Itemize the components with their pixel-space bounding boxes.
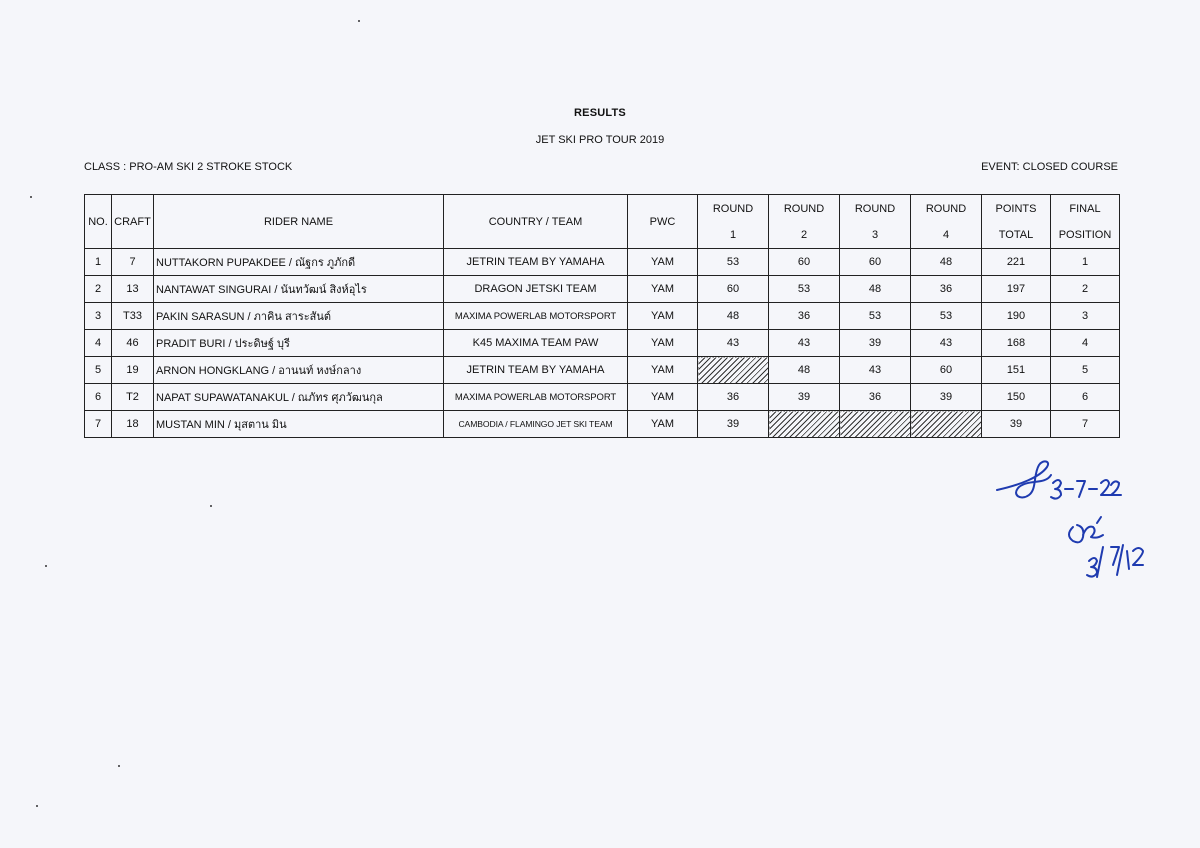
results-table	[84, 194, 1120, 438]
cell-craft: T2	[112, 384, 154, 411]
cell-final-position: 4	[1051, 330, 1120, 357]
cell-round-3: 60	[840, 249, 911, 276]
header-round-2	[769, 195, 840, 249]
cell-team: JETRIN TEAM BY YAMAHA	[444, 249, 628, 276]
header-points-total	[982, 195, 1051, 249]
cell-rider-name: ARNON HONGKLANG / อานนท์ หงษ์กลาง	[154, 357, 444, 384]
signature-1-stroke	[997, 461, 1051, 497]
cell-final-position: 1	[1051, 249, 1120, 276]
cell-no: 3	[85, 303, 112, 330]
cell-points-total: 151	[982, 357, 1051, 384]
cell-round-2: 60	[769, 249, 840, 276]
cell-round-3: 48	[840, 276, 911, 303]
table-header-row	[85, 195, 1120, 249]
cell-points-total: 190	[982, 303, 1051, 330]
cell-points-total: 197	[982, 276, 1051, 303]
cell-rider-name: NANTAWAT SINGURAI / นันทวัฒน์ สิงห์อุไร	[154, 276, 444, 303]
cell-round-1-no-score	[698, 357, 769, 384]
table-row	[85, 276, 1120, 303]
cell-no: 7	[85, 411, 112, 438]
cell-round-4: 60	[911, 357, 982, 384]
cell-pwc: YAM	[628, 384, 698, 411]
cell-round-3: 53	[840, 303, 911, 330]
header-country-team: COUNTRY / TEAM	[444, 195, 628, 249]
cell-round-2: 36	[769, 303, 840, 330]
table-row	[85, 411, 1120, 438]
header-points-line1: POINTS	[995, 202, 1037, 215]
header-round-1	[698, 195, 769, 249]
cell-no: 4	[85, 330, 112, 357]
table-row	[85, 357, 1120, 384]
cell-pwc: YAM	[628, 357, 698, 384]
cell-rider-name: PRADIT BURI / ประดิษฐ์ บุรี	[154, 330, 444, 357]
scan-speck	[118, 765, 120, 767]
cell-round-1: 48	[698, 303, 769, 330]
cell-round-3: 39	[840, 330, 911, 357]
header-round-label: ROUND	[925, 202, 967, 215]
cell-points-total: 39	[982, 411, 1051, 438]
header-round-number: 4	[942, 228, 950, 241]
header-round-number: 3	[871, 228, 879, 241]
header-round-3	[840, 195, 911, 249]
header-no: NO.	[85, 195, 112, 249]
cell-pwc: YAM	[628, 303, 698, 330]
cell-round-4: 39	[911, 384, 982, 411]
handwritten-signatures	[985, 455, 1145, 595]
class-label: CLASS : PRO-AM SKI 2 STROKE STOCK	[84, 161, 293, 173]
cell-round-1: 39	[698, 411, 769, 438]
document-title: RESULTS	[574, 107, 626, 119]
cell-round-4: 36	[911, 276, 982, 303]
cell-round-4: 48	[911, 249, 982, 276]
signature-1-date-stroke	[1051, 480, 1121, 499]
cell-rider-name: MUSTAN MIN / มุสตาน มิน	[154, 411, 444, 438]
header-points-line2: TOTAL	[998, 228, 1034, 241]
cell-final-position: 2	[1051, 276, 1120, 303]
cell-final-position: 7	[1051, 411, 1120, 438]
header-final-position	[1051, 195, 1120, 249]
table-row	[85, 384, 1120, 411]
cell-craft: 13	[112, 276, 154, 303]
scan-speck	[358, 20, 360, 22]
cell-points-total: 221	[982, 249, 1051, 276]
cell-no: 5	[85, 357, 112, 384]
cell-round-1: 53	[698, 249, 769, 276]
scan-speck	[45, 565, 47, 567]
cell-round-1: 43	[698, 330, 769, 357]
header-round-label: ROUND	[783, 202, 825, 215]
scan-speck	[36, 805, 38, 807]
cell-craft: 19	[112, 357, 154, 384]
cell-round-4: 43	[911, 330, 982, 357]
cell-final-position: 5	[1051, 357, 1120, 384]
cell-rider-name: NAPAT SUPAWATANAKUL / ณภัทร ศุภวัฒนกุล	[154, 384, 444, 411]
cell-craft: 18	[112, 411, 154, 438]
signature-2-stroke	[1069, 517, 1103, 542]
scan-speck	[210, 505, 212, 507]
cell-no: 2	[85, 276, 112, 303]
header-final-line1: FINAL	[1069, 202, 1101, 215]
cell-round-2: 53	[769, 276, 840, 303]
signature-2-date-stroke	[1087, 545, 1143, 577]
cell-final-position: 3	[1051, 303, 1120, 330]
cell-round-2: 43	[769, 330, 840, 357]
header-final-line2: POSITION	[1058, 228, 1112, 241]
header-craft: CRAFT	[112, 195, 154, 249]
header-round-label: ROUND	[854, 202, 896, 215]
cell-team: MAXIMA POWERLAB MOTORSPORT	[444, 303, 628, 330]
cell-pwc: YAM	[628, 411, 698, 438]
cell-round-1: 60	[698, 276, 769, 303]
cell-round-2: 39	[769, 384, 840, 411]
scan-speck	[30, 196, 32, 198]
cell-round-4-no-score	[911, 411, 982, 438]
cell-team: JETRIN TEAM BY YAMAHA	[444, 357, 628, 384]
cell-round-4: 53	[911, 303, 982, 330]
cell-team: DRAGON JETSKI TEAM	[444, 276, 628, 303]
header-round-4	[911, 195, 982, 249]
cell-pwc: YAM	[628, 330, 698, 357]
cell-craft: 46	[112, 330, 154, 357]
header-pwc: PWC	[628, 195, 698, 249]
cell-craft: 7	[112, 249, 154, 276]
header-round-number: 1	[729, 228, 737, 241]
document-subtitle: JET SKI PRO TOUR 2019	[535, 134, 665, 146]
cell-points-total: 168	[982, 330, 1051, 357]
cell-rider-name: NUTTAKORN PUPAKDEE / ณัฐกร ภูภักดี	[154, 249, 444, 276]
header-round-label: ROUND	[712, 202, 754, 215]
cell-craft: T33	[112, 303, 154, 330]
cell-final-position: 6	[1051, 384, 1120, 411]
cell-round-3: 43	[840, 357, 911, 384]
cell-rider-name: PAKIN SARASUN / ภาคิน สาระสันต์	[154, 303, 444, 330]
cell-pwc: YAM	[628, 276, 698, 303]
cell-team: MAXIMA POWERLAB MOTORSPORT	[444, 384, 628, 411]
cell-round-3: 36	[840, 384, 911, 411]
cell-points-total: 150	[982, 384, 1051, 411]
cell-team: K45 MAXIMA TEAM PAW	[444, 330, 628, 357]
cell-round-3-no-score	[840, 411, 911, 438]
table-row	[85, 249, 1120, 276]
event-label: EVENT: CLOSED COURSE	[981, 161, 1118, 173]
table-row	[85, 303, 1120, 330]
cell-round-2: 48	[769, 357, 840, 384]
header-rider-name: RIDER NAME	[154, 195, 444, 249]
cell-no: 6	[85, 384, 112, 411]
cell-no: 1	[85, 249, 112, 276]
header-round-number: 2	[800, 228, 808, 241]
cell-round-2-no-score	[769, 411, 840, 438]
cell-team: CAMBODIA / FLAMINGO JET SKI TEAM	[444, 411, 628, 438]
cell-pwc: YAM	[628, 249, 698, 276]
cell-round-1: 36	[698, 384, 769, 411]
table-row	[85, 330, 1120, 357]
